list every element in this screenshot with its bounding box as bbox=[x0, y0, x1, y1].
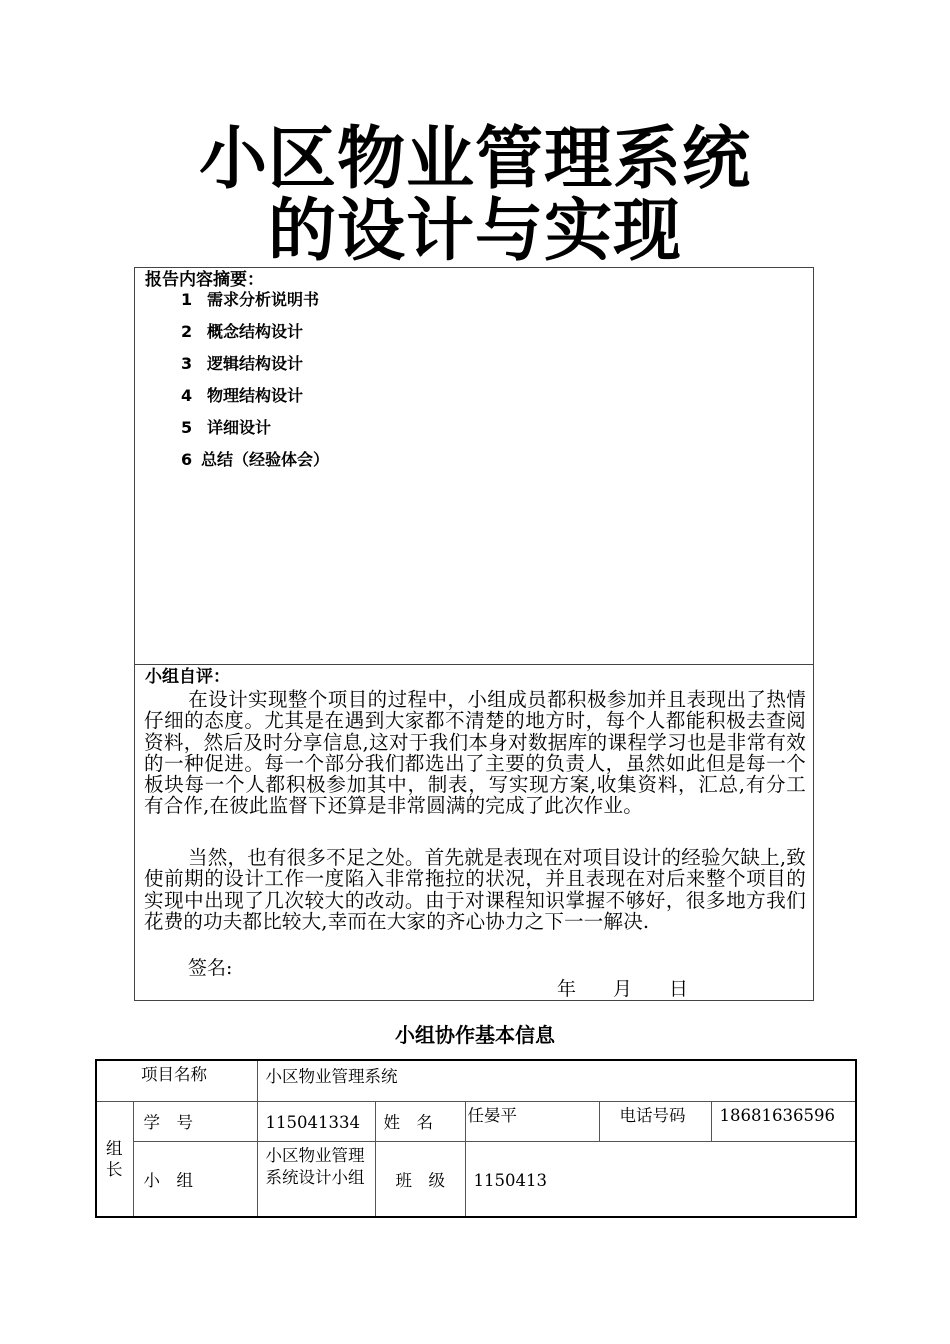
name-value: 任晏平 bbox=[467, 1106, 517, 1125]
phone-label: 电话号码 bbox=[619, 1106, 686, 1125]
review-paragraph-2 bbox=[144, 847, 806, 932]
table-row bbox=[96, 1102, 856, 1142]
document-title-line-1: 小区物业管理系统 bbox=[198, 120, 751, 199]
student-id-label: 学 号 bbox=[143, 1113, 193, 1132]
table-row bbox=[96, 1060, 856, 1102]
summary-item-label: 需求分析说明书 bbox=[207, 290, 320, 309]
project-name-value: 小区物业管理系统 bbox=[265, 1067, 398, 1086]
date-line bbox=[557, 978, 725, 1000]
group-info-heading: 小组协作基本信息 bbox=[395, 1023, 555, 1047]
phone-value: 18681636596 bbox=[719, 1106, 835, 1125]
summary-item-number: 2 bbox=[181, 322, 193, 341]
report-summary-box bbox=[134, 267, 814, 665]
summary-item-label: 逻辑结构设计 bbox=[207, 354, 304, 373]
group-info-table bbox=[95, 1059, 857, 1218]
leader-label: 组长 bbox=[106, 1139, 123, 1179]
review-paragraph-1 bbox=[144, 689, 806, 817]
summary-item-number: 6 bbox=[181, 450, 193, 469]
summary-item bbox=[181, 290, 329, 322]
summary-item bbox=[181, 386, 329, 418]
class-value: 1150413 bbox=[473, 1170, 547, 1190]
group-value: 小区物业管理系统设计小组 bbox=[265, 1146, 365, 1187]
summary-item bbox=[181, 322, 329, 354]
summary-item-label: 详细设计 bbox=[207, 418, 272, 437]
document-title-line-2: 的设计与实现 bbox=[267, 192, 682, 271]
date-month-label: 月 bbox=[613, 978, 633, 1000]
summary-item bbox=[181, 450, 329, 482]
summary-item-number: 4 bbox=[181, 386, 193, 405]
summary-item-number: 1 bbox=[181, 290, 193, 309]
review-paragraph-2-text: 当然，也有很多不足之处。首先就是表现在对项目设计的经验欠缺上,致使前期的设计工作一度陷入非常拖拉的状况，并且表现在对后来整个项目的实现中出现了几次较大的改动。由于对课程知识掌握不够好，很多地方我们花费的功夫都比较大,幸而在大家的齐心协力之下一一解决. bbox=[144, 846, 806, 933]
summary-item-label: 物理结构设计 bbox=[207, 386, 304, 405]
student-id-value: 115041334 bbox=[265, 1113, 360, 1132]
summary-item bbox=[181, 354, 329, 386]
summary-item bbox=[181, 418, 329, 450]
group-review-box bbox=[134, 664, 814, 1001]
group-label: 小 组 bbox=[143, 1170, 193, 1190]
summary-list bbox=[181, 290, 329, 482]
signature-label: 签名: bbox=[188, 957, 233, 979]
name-label: 姓 名 bbox=[383, 1113, 433, 1132]
class-label: 班 级 bbox=[395, 1170, 445, 1190]
review-paragraph-1-text: 在设计实现整个项目的过程中，小组成员都积极参加并且表现出了热情仔细的态度。尤其是在遇到大家都不清楚的地方时，每个人都能积极去查阅资料，然后及时分享信息,这对于我们本身对数据库的课程学习也是非常有效的一种促进。每一个部分我们都选出了主要的负责人，虽然如此但是每一个板块每一个人都积极参加其中，制表，写实现方案,收集资料，汇总,有分工有合作,在彼此监督下还算是非常圆满的完成了此次作业。 bbox=[144, 688, 806, 818]
table-row bbox=[96, 1142, 856, 1218]
date-day-label: 日 bbox=[669, 978, 689, 1000]
summary-heading: 报告内容摘要： bbox=[145, 270, 264, 290]
date-year-label: 年 bbox=[557, 978, 577, 1000]
summary-item-label: 总结（经验体会） bbox=[201, 450, 330, 469]
summary-item-number: 3 bbox=[181, 354, 193, 373]
review-heading: 小组自评： bbox=[145, 667, 230, 687]
summary-item-number: 5 bbox=[181, 418, 193, 437]
project-name-label: 项目名称 bbox=[141, 1065, 207, 1084]
summary-item-label: 概念结构设计 bbox=[207, 322, 304, 341]
